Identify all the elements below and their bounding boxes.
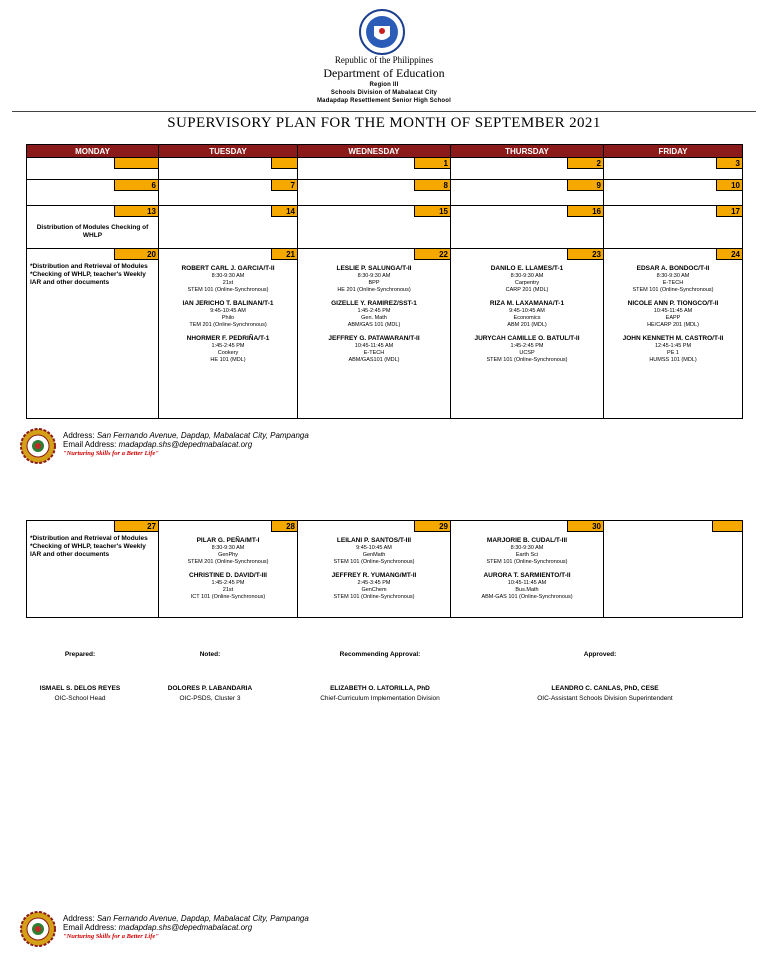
- teacher-name: PILAR G. PEÑA/MT-I: [196, 537, 260, 544]
- class-time: 8:30-9:30 AM: [357, 273, 391, 279]
- day-cell: [604, 158, 743, 180]
- week-row-1: [27, 158, 743, 180]
- email-value[interactable]: madapdap.shs@depedmabalacat.org: [118, 440, 253, 449]
- signatory-title: OIC-PSDS, Cluster 3: [179, 695, 241, 702]
- calendar-table-2: [26, 520, 743, 618]
- school-logo-icon: [20, 911, 56, 947]
- day-cell: [159, 521, 298, 618]
- section-name: HE 201 (Online-Synchronous): [337, 287, 411, 293]
- class-time: 8:30-9:30 AM: [211, 273, 245, 279]
- class-time: 10:45-11:45 AM: [653, 308, 693, 314]
- class-time: 12:45-1:45 PM: [654, 343, 692, 349]
- subject-name: Earth Sci: [515, 552, 539, 558]
- date-badge: 24: [716, 249, 742, 260]
- subject-name: BPP: [368, 280, 380, 286]
- day-cell: [27, 206, 159, 249]
- teacher-name: AURORA T. SARMIENTO/T-II: [483, 572, 571, 579]
- subject-name: UCSP: [519, 350, 535, 356]
- subject-name: Bus.Math: [515, 587, 539, 593]
- prepared-label: Prepared:: [64, 651, 96, 658]
- class-time: 8:30-9:30 AM: [510, 273, 544, 279]
- schedule-entry: [453, 572, 601, 601]
- schedule-entry: [161, 300, 295, 329]
- signatory-title: Chief-Curriculum Implementation Division: [320, 695, 440, 702]
- date-badge: 10: [716, 180, 742, 191]
- subject-name: EAPP: [665, 315, 681, 321]
- email-line: [63, 923, 309, 932]
- week-row-2: [27, 180, 743, 206]
- subject-name: Cookery: [217, 350, 239, 356]
- subject-name: Economics: [513, 315, 541, 321]
- date-badge: 30: [567, 521, 603, 532]
- schedule-entry: [300, 537, 448, 566]
- section-name: TEM 201 (Online-Synchronous): [189, 322, 267, 328]
- schedule-entry: [161, 537, 295, 566]
- schedule-entry: [300, 335, 448, 364]
- section-name: STEM 101 (Online-Synchronous): [632, 287, 714, 293]
- schedule-list: [604, 249, 742, 372]
- schedule-entry: [453, 537, 601, 566]
- signatory-name: DOLORES P. LABANDARIA: [167, 685, 253, 692]
- section-name: STEM 101 (Online-Synchronous): [486, 559, 568, 565]
- day-cell: [451, 249, 604, 419]
- day-cell: [27, 180, 159, 206]
- school-logo-icon: [20, 428, 56, 464]
- day-cell: [27, 521, 159, 618]
- email-line: [63, 440, 309, 449]
- class-time: 9:45-10:45 AM: [356, 545, 392, 551]
- day-note: *Distribution and Retrieval of Modules *Checking of WHLP, teacher's Weekly IAR and other documents: [30, 263, 148, 286]
- date-badge: 22: [414, 249, 450, 260]
- day-header-wednesday: WEDNESDAY: [298, 145, 451, 158]
- address-line: [63, 914, 309, 923]
- footer-address-block: [63, 914, 309, 941]
- schedule-entry: [606, 265, 740, 294]
- teacher-name: JEFFREY G. PATAWARAN/T-II: [328, 335, 420, 342]
- day-cell: [604, 206, 743, 249]
- header-divider: [12, 111, 756, 112]
- republic-label: Republic of the Philippines: [334, 55, 434, 65]
- teacher-name: RIZA M. LAXAMANA/T-1: [489, 300, 565, 307]
- noted-label: Noted:: [199, 651, 221, 658]
- schedule-list: [159, 521, 297, 609]
- class-time: 8:30-9:30 AM: [656, 273, 690, 279]
- address-value: San Fernando Avenue, Dapdap, Mabalacat City, Pampanga: [96, 914, 309, 923]
- week-row-5: [27, 521, 743, 618]
- school-motto: "Nurturing Skills for a Better Life": [63, 450, 159, 457]
- date-badge: [271, 158, 297, 169]
- page-title: SUPERVISORY PLAN FOR THE MONTH OF SEPTEMBER 2021: [167, 115, 601, 131]
- date-badge: 21: [271, 249, 297, 260]
- day-note: Distribution of Modules Checking of WHLP: [36, 224, 149, 239]
- schedule-list: [298, 521, 450, 609]
- day-header-tuesday: TUESDAY: [159, 145, 298, 158]
- class-time: 1:45-2:45 PM: [357, 308, 391, 314]
- footer-address-block: [63, 431, 309, 458]
- schedule-entry: [453, 335, 601, 364]
- date-badge: 9: [567, 180, 603, 191]
- subject-name: GenChem: [361, 587, 387, 593]
- day-cell: [159, 158, 298, 180]
- subject-name: GenPhy: [218, 552, 238, 558]
- date-badge: 28: [271, 521, 297, 532]
- class-time: 9:45-10:45 AM: [509, 308, 545, 314]
- day-cell: [451, 206, 604, 249]
- date-badge: 17: [716, 206, 742, 217]
- teacher-name: JURYCAH CAMILLE O. BATUL/T-II: [474, 335, 580, 342]
- schedule-entry: [300, 300, 448, 329]
- signatory-name: ELIZABETH O. LATORILLA, PhD: [330, 685, 430, 692]
- day-cell: [451, 521, 604, 618]
- day-header-friday: FRIDAY: [604, 145, 743, 158]
- teacher-name: LESLIE P. SALUNGA/T-II: [336, 265, 412, 272]
- address-label: Address:: [63, 914, 95, 923]
- teacher-name: IAN JERICHO T. BALINAN/T-1: [182, 300, 274, 307]
- day-header-monday: MONDAY: [27, 145, 159, 158]
- day-note: *Distribution and Retrieval of Modules *Checking of WHLP, teacher's Weekly IAR and other documents: [30, 535, 148, 558]
- subject-name: PE 1: [667, 350, 679, 356]
- day-cell: [298, 249, 451, 419]
- section-name: STEM 101 (Online-Synchronous): [333, 594, 415, 600]
- signatory-title: OIC-Assistant Schools Division Superintendent: [537, 695, 673, 702]
- date-badge: 27: [114, 521, 158, 532]
- section-name: ABM/GAS 101 (MDL): [347, 322, 401, 328]
- subject-name: 21st: [222, 280, 234, 286]
- teacher-name: JOHN KENNETH M. CASTRO/T-II: [622, 335, 724, 342]
- schedule-entry: [161, 335, 295, 364]
- email-label: Email Address:: [63, 923, 117, 932]
- schedule-entry: [161, 265, 295, 294]
- school-motto: "Nurturing Skills for a Better Life": [63, 933, 159, 940]
- date-badge: 15: [414, 206, 450, 217]
- class-time: 1:45-2:45 PM: [211, 343, 245, 349]
- day-cell: [604, 521, 743, 618]
- section-name: HUMSS 101 (MDL): [649, 357, 697, 363]
- subject-name: Philo: [221, 315, 235, 321]
- date-badge: [712, 521, 742, 532]
- teacher-name: EDSAR A. BONDOC/T-II: [636, 265, 710, 272]
- day-header-thursday: THURSDAY: [451, 145, 604, 158]
- date-badge: 14: [271, 206, 297, 217]
- deped-seal-icon: [352, 8, 412, 56]
- section-name: STEM 101 (Online-Synchronous): [486, 357, 568, 363]
- class-time: 1:45-2:45 PM: [211, 580, 245, 586]
- week-row-4: [27, 249, 743, 419]
- signatory-name: LEANDRO C. CANLAS, PhD, CESE: [551, 685, 659, 692]
- day-cell: [604, 180, 743, 206]
- day-cell: [298, 158, 451, 180]
- class-time: 10:45-11:45 AM: [354, 343, 394, 349]
- section-name: STEM 101 (Online-Synchronous): [333, 559, 415, 565]
- teacher-name: JEFFREY R. YUMANG/MT-II: [331, 572, 417, 579]
- teacher-name: DANILO E. LLAMES/T-1: [490, 265, 564, 272]
- division-label: Schools Division of Mabalacat City: [330, 90, 438, 96]
- date-badge: 13: [114, 206, 158, 217]
- email-label: Email Address:: [63, 440, 117, 449]
- date-badge: 8: [414, 180, 450, 191]
- approved-label: Approved:: [583, 651, 617, 658]
- day-cell: [451, 158, 604, 180]
- subject-name: E-TECH: [363, 350, 385, 356]
- date-badge: 20: [114, 249, 158, 260]
- date-badge: 3: [716, 158, 742, 169]
- section-name: ABM-GAS 101 (Online-Synchronous): [481, 594, 573, 600]
- region-label: Region III: [369, 82, 399, 88]
- section-name: ICT 101 (Online-Synchronous): [190, 594, 266, 600]
- recommending-label: Recommending Approval:: [339, 651, 421, 658]
- schedule-entry: [606, 335, 740, 364]
- signatory-name: ISMAEL S. DELOS REYES: [39, 685, 121, 692]
- schedule-entry: [453, 265, 601, 294]
- teacher-name: LEILANI P. SANTOS/T-III: [336, 537, 412, 544]
- section-name: ABM/GAS101 (MDL): [348, 357, 400, 363]
- school-label: Madapdap Resettlement Senior High School: [316, 98, 452, 104]
- day-cell: [27, 158, 159, 180]
- day-cell: [159, 206, 298, 249]
- section-name: HE 101 (MDL): [210, 357, 246, 363]
- schedule-list: [159, 249, 297, 372]
- teacher-name: NHORMER F. PEDRIÑA/T-1: [186, 335, 270, 342]
- subject-name: E-TECH: [662, 280, 684, 286]
- schedule-list: [298, 249, 450, 372]
- date-badge: 2: [567, 158, 603, 169]
- schedule-entry: [453, 300, 601, 329]
- date-badge: 29: [414, 521, 450, 532]
- subject-name: Carpentry: [514, 280, 540, 286]
- schedule-entry: [300, 265, 448, 294]
- schedule-list: [451, 249, 603, 372]
- day-header-row: [27, 145, 743, 158]
- date-badge: 16: [567, 206, 603, 217]
- teacher-name: NICOLE ANN P. TIONGCO/T-II: [627, 300, 719, 307]
- schedule-list: [451, 521, 603, 609]
- day-cell: [159, 180, 298, 206]
- teacher-name: GIZELLE Y. RAMIREZ/SST-1: [331, 300, 417, 307]
- address-label: Address:: [63, 431, 95, 440]
- day-cell: [604, 249, 743, 419]
- day-cell: [159, 249, 298, 419]
- section-name: STEM 201 (Online-Synchronous): [187, 559, 269, 565]
- address-value: San Fernando Avenue, Dapdap, Mabalacat City, Pampanga: [96, 431, 309, 440]
- day-cell: [451, 180, 604, 206]
- subject-name: GenMath: [362, 552, 386, 558]
- date-badge: 6: [114, 180, 158, 191]
- date-badge: [114, 158, 158, 169]
- signatory-title: OIC-School Head: [54, 695, 106, 702]
- address-line: [63, 431, 309, 440]
- email-value[interactable]: madapdap.shs@depedmabalacat.org: [118, 923, 253, 932]
- week-row-3: [27, 206, 743, 249]
- schedule-entry: [161, 572, 295, 601]
- date-badge: 1: [414, 158, 450, 169]
- class-time: 8:30-9:30 AM: [211, 545, 245, 551]
- section-name: STEM 101 (Online-Synchronous): [187, 287, 269, 293]
- teacher-name: ROBERT CARL J. GARCIA/T-II: [181, 265, 275, 272]
- teacher-name: CHRISTINE D. DAVID/T-III: [189, 572, 267, 579]
- day-cell: [27, 249, 159, 419]
- schedule-entry: [300, 572, 448, 601]
- class-time: 10:45-11:45 AM: [507, 580, 547, 586]
- section-name: CARP 201 (MDL): [505, 287, 549, 293]
- class-time: 9:45-10:45 AM: [210, 308, 246, 314]
- department-label: Department of Education: [323, 66, 445, 80]
- section-name: HE/CARP 201 (MDL): [647, 322, 699, 328]
- schedule-entry: [606, 300, 740, 329]
- subject-name: 21st: [222, 587, 234, 593]
- calendar-table-1: [26, 144, 743, 419]
- class-time: 2:45-3:45 PM: [357, 580, 391, 586]
- date-badge: 7: [271, 180, 297, 191]
- subject-name: Gen. Math: [361, 315, 387, 321]
- date-badge: 23: [567, 249, 603, 260]
- day-cell: [298, 521, 451, 618]
- class-time: 8:30-9:30 AM: [510, 545, 544, 551]
- day-cell: [298, 206, 451, 249]
- day-cell: [298, 180, 451, 206]
- class-time: 1:45-2:45 PM: [510, 343, 544, 349]
- section-name: ABM 201 (MDL): [507, 322, 547, 328]
- teacher-name: MARJORIE B. CUDAL/T-III: [486, 537, 568, 544]
